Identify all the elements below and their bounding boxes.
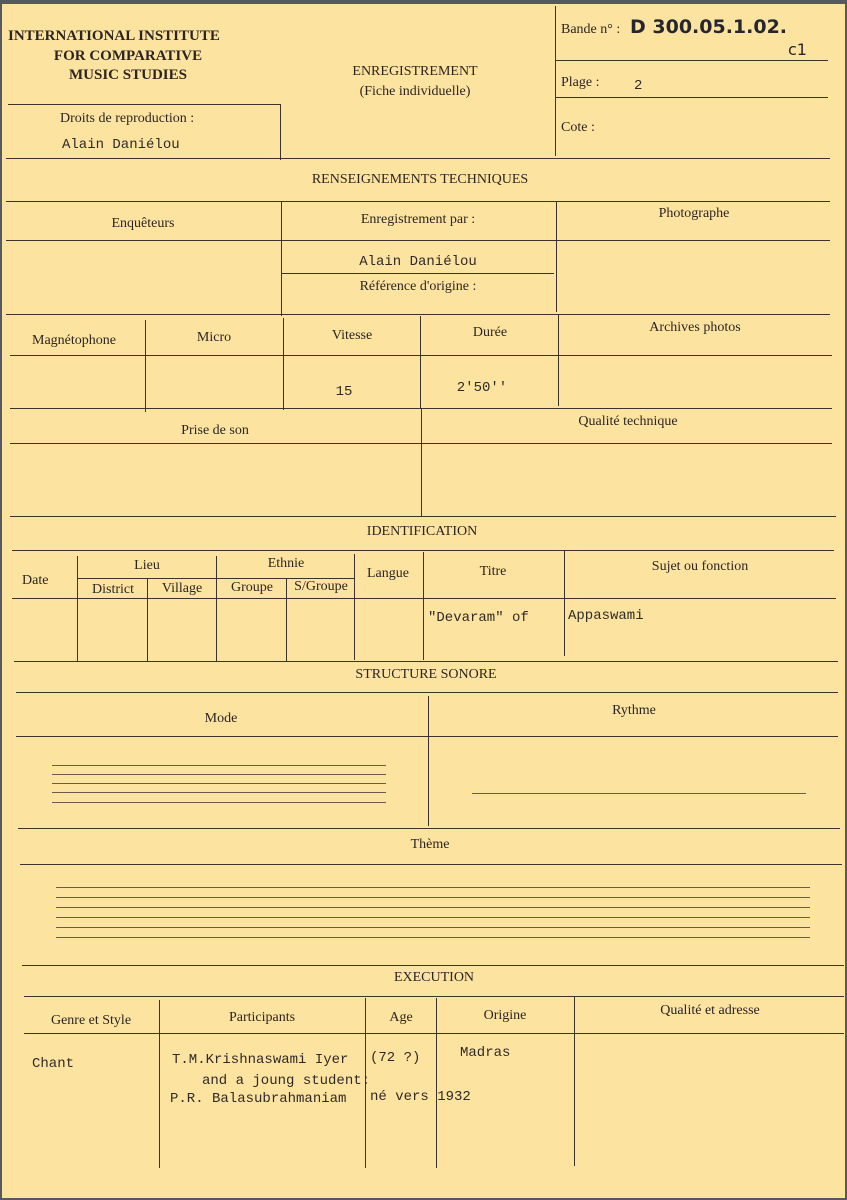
- rule: [12, 550, 834, 551]
- rule: [159, 1000, 160, 1168]
- rights-label: Droits de reproduction :: [60, 111, 195, 126]
- sujet-label: Sujet ou fonction: [651, 559, 749, 574]
- enregistrement-label: Enregistrement par :: [360, 212, 476, 227]
- ethnie-label: Ethnie: [267, 556, 305, 571]
- staff-line: [56, 907, 810, 908]
- participant-2: and a joung student:: [202, 1073, 371, 1089]
- lieu-label: Lieu: [134, 558, 160, 573]
- rule: [556, 202, 557, 312]
- rule: [20, 864, 842, 865]
- structure-section-title: STRUCTURE SONORE: [355, 667, 497, 682]
- rule: [145, 320, 146, 412]
- rule: [8, 104, 280, 105]
- photographe-label: Photographe: [658, 206, 730, 221]
- staff-line: [56, 917, 810, 918]
- rule: [558, 314, 559, 406]
- rule: [556, 60, 828, 61]
- rule: [18, 828, 840, 829]
- rights-value: Alain Daniélou: [62, 137, 180, 153]
- rule: [282, 273, 554, 274]
- participant-3: P.R. Balasubrahmaniam: [170, 1091, 347, 1107]
- date-label: Date: [22, 573, 49, 588]
- plage-value: 2: [634, 78, 643, 94]
- bande-label: Bande n° :: [561, 22, 621, 37]
- rule: [564, 550, 565, 656]
- rythme-label: Rythme: [612, 703, 656, 718]
- form-subtitle: (Fiche individuelle): [359, 84, 471, 99]
- enqueteurs-label: Enquêteurs: [111, 216, 175, 231]
- rule: [10, 443, 832, 444]
- qualite-adresse-label: Qualité et adresse: [660, 1003, 760, 1018]
- reference-label: Référence d'origine :: [359, 279, 477, 294]
- rule: [16, 736, 838, 737]
- duree-label: Durée: [472, 325, 508, 340]
- genre-label: Genre et Style: [50, 1013, 132, 1028]
- bande-value: D 300.05.1.02.: [630, 16, 788, 38]
- staff-line: [52, 792, 386, 793]
- rule: [280, 104, 281, 160]
- staff-line: [52, 774, 386, 775]
- rule: [420, 316, 421, 408]
- identification-section-title: IDENTIFICATION: [366, 524, 478, 539]
- qualite-technique-label: Qualité technique: [578, 414, 678, 429]
- staff-line: [56, 887, 810, 888]
- origine-label: Origine: [483, 1008, 527, 1023]
- technique-section-title: RENSEIGNEMENTS TECHNIQUES: [311, 172, 529, 187]
- rule: [216, 556, 217, 662]
- sgroupe-label: S/Groupe: [294, 579, 348, 594]
- micro-label: Micro: [196, 330, 232, 345]
- titre-value: "Devaram" of: [428, 610, 529, 626]
- rule: [354, 554, 355, 660]
- rule: [147, 578, 148, 662]
- rule: [423, 552, 424, 660]
- rule: [24, 1033, 844, 1034]
- titre-label: Titre: [479, 564, 507, 579]
- rule: [436, 998, 437, 1168]
- vitesse-label: Vitesse: [331, 328, 373, 343]
- staff-line: [56, 897, 810, 898]
- participants-label: Participants: [228, 1010, 296, 1025]
- rule: [10, 355, 832, 356]
- rule: [12, 598, 836, 599]
- rule: [24, 996, 844, 997]
- enregistrement-value: Alain Daniélou: [359, 254, 477, 270]
- rule: [6, 240, 830, 241]
- mode-label: Mode: [204, 711, 238, 726]
- rule: [421, 408, 422, 516]
- execution-section-title: EXECUTION: [393, 970, 475, 985]
- prise-label: Prise de son: [181, 423, 249, 438]
- institute-line-1: INTERNATIONAL INSTITUTE: [8, 28, 220, 44]
- archives-label: Archives photos: [649, 320, 741, 335]
- plage-label: Plage :: [561, 75, 600, 90]
- header-divider: [555, 6, 556, 156]
- participant-1: T.M.Krishnaswami Iyer: [172, 1052, 349, 1068]
- rule: [574, 996, 575, 1166]
- magnetophone-label: Magnétophone: [32, 333, 116, 348]
- rule: [14, 661, 838, 662]
- bande-suffix: c1: [788, 40, 807, 59]
- origine-1: Madras: [460, 1045, 511, 1061]
- age-3: né vers 1932: [370, 1089, 471, 1105]
- institute-line-2: FOR COMPARATIVE: [53, 48, 203, 64]
- rythme-line: [472, 793, 806, 794]
- village-label: Village: [161, 581, 203, 596]
- rule: [286, 578, 287, 662]
- genre-value: Chant: [32, 1056, 75, 1072]
- staff-line: [56, 927, 810, 928]
- district-label: District: [92, 582, 134, 597]
- rule: [6, 158, 830, 159]
- rule: [6, 314, 830, 315]
- rule: [428, 696, 429, 826]
- age-label: Age: [389, 1010, 413, 1025]
- institute-line-3: MUSIC STUDIES: [69, 67, 187, 83]
- rule: [22, 965, 844, 966]
- rule: [10, 516, 836, 517]
- rule: [556, 97, 828, 98]
- staff-line: [52, 802, 386, 803]
- rule: [16, 692, 838, 693]
- rule: [6, 201, 830, 202]
- vitesse-value: 15: [335, 384, 353, 400]
- theme-label: Thème: [410, 837, 450, 852]
- sujet-value: Appaswami: [568, 608, 644, 624]
- langue-label: Langue: [367, 566, 409, 581]
- form-title: ENREGISTREMENT: [352, 64, 478, 79]
- groupe-label: Groupe: [231, 580, 273, 595]
- staff-line: [52, 765, 386, 766]
- staff-line: [56, 937, 810, 938]
- cote-label: Cote :: [561, 120, 595, 135]
- rule: [77, 556, 78, 662]
- age-1: (72 ?): [370, 1050, 421, 1066]
- duree-value: 2'50'': [456, 380, 508, 396]
- staff-line: [52, 783, 386, 784]
